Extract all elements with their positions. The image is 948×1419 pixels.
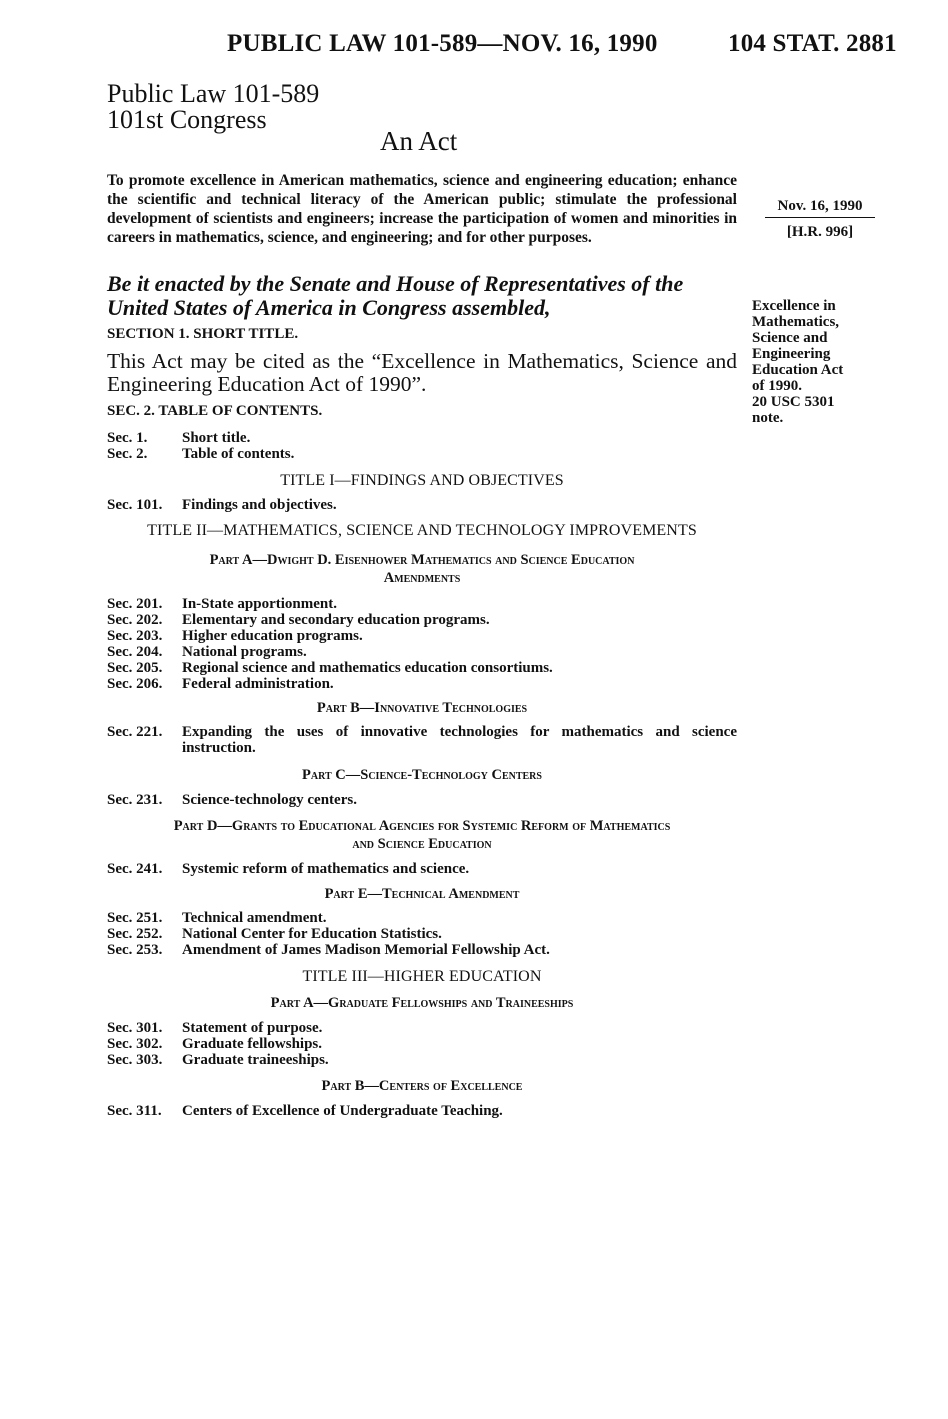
title-2-heading: TITLE II—MATHEMATICS, SCIENCE AND TECHNOLOGY IMPROVEMENTS bbox=[147, 522, 697, 539]
public-law-number: Public Law 101-589 bbox=[107, 79, 320, 108]
section-1-text: This Act may be cited as the “Excellence in Mathematics, Science and Engineering Education Act of 1990”. bbox=[107, 349, 737, 396]
margin-note-line: Education Act bbox=[752, 362, 844, 378]
margin-date: Nov. 16, 1990 bbox=[765, 198, 875, 218]
title-3-heading: TITLE III—HIGHER EDUCATION bbox=[302, 968, 542, 985]
part-c-heading: Part C—Science-Technology Centers bbox=[302, 767, 542, 783]
title-1-heading: TITLE I—FINDINGS AND OBJECTIVES bbox=[280, 472, 564, 489]
margin-date-box bbox=[765, 198, 875, 240]
toc-entry: Sec. 253. Amendment of James Madison Memorial Fellowship Act. bbox=[107, 942, 550, 958]
margin-note-line: Excellence in bbox=[752, 298, 836, 314]
toc-entry: Sec. 241. Systemic reform of mathematics and science. bbox=[107, 861, 470, 877]
toc-entry: Sec. 1. Short title. bbox=[107, 430, 251, 446]
title-3-part-b-heading: Part B—Centers of Excellence bbox=[321, 1078, 523, 1094]
toc-entry: Sec. 302. Graduate fellowships. bbox=[107, 1036, 323, 1052]
act-purpose: To promote excellence in American mathematics, science and engineering education; enhance the scientific and technical literacy of the American public; stimulate the professional development of scientists and engineers; increase the participation of women and minorities in careers in mathematics, science, and engineering; and for other purposes. bbox=[107, 172, 737, 246]
margin-note-line: 20 USC 5301 bbox=[752, 394, 835, 410]
part-e-heading: Part E—Technical Amendment bbox=[324, 886, 520, 902]
part-a-heading-line1: Part A—Dwight D. Eisenhower Mathematics and Science Education bbox=[209, 552, 635, 568]
toc-entry: Sec. 251. Technical amendment. bbox=[107, 910, 327, 926]
congress-label: 101st Congress bbox=[107, 105, 267, 134]
part-a-heading-line2: Amendments bbox=[383, 570, 461, 586]
section-1-heading: SECTION 1. SHORT TITLE. bbox=[107, 326, 299, 342]
toc-entry: Sec. 303. Graduate traineeships. bbox=[107, 1052, 329, 1068]
margin-note-line: Science and bbox=[752, 330, 828, 346]
margin-note-line: note. bbox=[752, 410, 784, 426]
toc-entry: Sec. 202. Elementary and secondary education programs. bbox=[107, 612, 490, 628]
toc-entry: Sec. 203. Higher education programs. bbox=[107, 628, 363, 644]
toc-entry: Sec. 204. National programs. bbox=[107, 644, 307, 660]
margin-note-line: Mathematics, bbox=[752, 314, 840, 330]
enacting-clause: Be it enacted by the Senate and House of Representatives of the United States of America in Congress assembled, bbox=[107, 271, 684, 320]
toc-entry: Sec. 205. Regional science and mathematics education consortiums. bbox=[107, 660, 553, 676]
toc-entry: Sec. 206. Federal administration. bbox=[107, 676, 334, 692]
margin-short-title-note bbox=[752, 298, 843, 426]
toc-entry: Sec. 231. Science-technology centers. bbox=[107, 792, 357, 808]
section-2-heading: SEC. 2. TABLE OF CONTENTS. bbox=[107, 403, 323, 419]
toc-entry: Sec. 252. National Center for Education Statistics. bbox=[107, 926, 442, 942]
part-d-heading-line1: Part D—Grants to Educational Agencies for Systemic Reform of Mathematics bbox=[173, 818, 671, 834]
margin-note-line: Engineering bbox=[752, 346, 831, 362]
toc-entry: Sec. 201. In-State apportionment. bbox=[107, 596, 338, 612]
toc-entry: Sec. 101. Findings and objectives. bbox=[107, 497, 337, 513]
toc-entry: Sec. 2. Table of contents. bbox=[107, 446, 295, 462]
toc-entry: Sec. 221. Expanding the uses of innovative technologies for mathematics and science instruction. bbox=[107, 724, 737, 756]
margin-bill-number: [H.R. 996] bbox=[786, 224, 854, 240]
part-d-heading-line2: and Science Education bbox=[352, 836, 492, 852]
act-title: An Act bbox=[380, 126, 458, 156]
toc-entry: Sec. 301. Statement of purpose. bbox=[107, 1020, 323, 1036]
part-b-heading: Part B—Innovative Technologies bbox=[316, 700, 528, 716]
toc-entry: Sec. 311. Centers of Excellence of Undergraduate Teaching. bbox=[107, 1103, 503, 1119]
running-header-page: 104 STAT. 2881 bbox=[728, 30, 897, 57]
title-3-part-a-heading: Part A—Graduate Fellowships and Traineeships bbox=[270, 995, 574, 1011]
running-header-left: PUBLIC LAW 101-589—NOV. 16, 1990 bbox=[227, 30, 658, 57]
margin-note-line: of 1990. bbox=[752, 378, 802, 394]
